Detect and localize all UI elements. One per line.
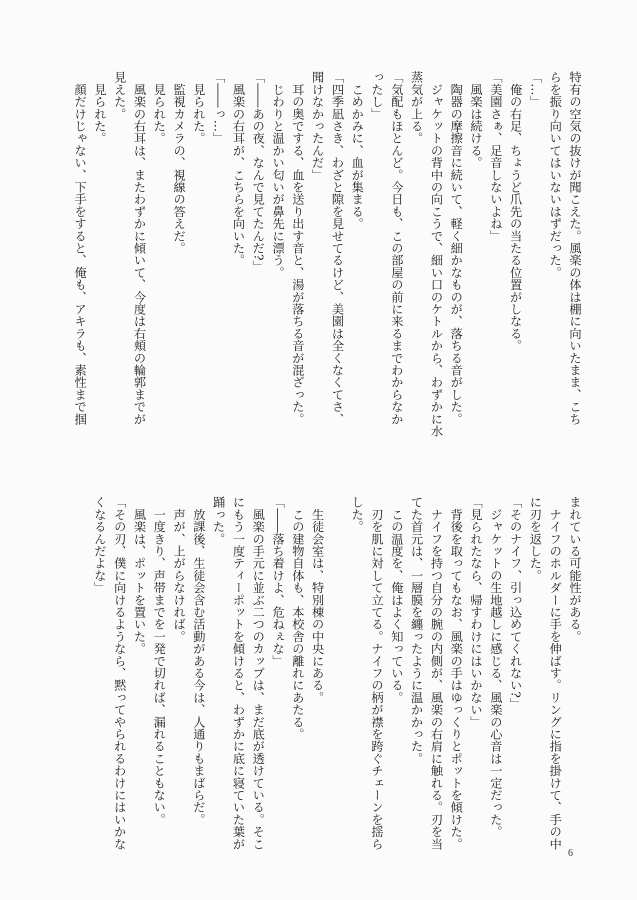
- text-line: ナイフを持つ自分の腕の内側が、風楽の右肩に触れる。刃を当: [429, 496, 444, 850]
- text-line: 「その刃、僕に向けるようなら、黙ってやられるわけにはいかな: [112, 496, 127, 850]
- text-line: 放課後、生徒会含む活動がある今は、人通りもまばらだ。: [191, 496, 206, 826]
- text-line: 蒸気が上る。: [409, 71, 424, 145]
- text-line: 刃を肌に対して立てる。ナイフの柄が襟を跨ぐチェーンを揺ら: [370, 496, 385, 850]
- text-line: [327, 496, 347, 880]
- text-line: 一度きり、声帯までを一発で切れば、漏れることもない。: [152, 496, 167, 826]
- text-line: まれている可能性がある。: [568, 496, 582, 643]
- text-line: らを振り向いてはいないはずだった。: [548, 71, 563, 279]
- text-line: 「――落ち着けよ、危ねぇな」: [271, 496, 286, 667]
- lower-text-block: [92, 496, 584, 880]
- text-line: 顔だけじゃない、下手をすると、俺も、アキラも、素性まで掴: [73, 71, 88, 425]
- text-line: 聞けなかったんだ」: [310, 71, 325, 181]
- text-line: 監視カメラの、視線の答えだ。: [172, 71, 187, 254]
- text-line: くなるんだよな」: [92, 496, 107, 594]
- text-line: ジャケットの背中の向こうで、細い口のケトルから、わずかに水: [429, 71, 444, 437]
- text-line: 踊った。: [211, 496, 226, 545]
- text-line: ったし」: [370, 71, 385, 120]
- text-line: に刃を返した。: [528, 496, 543, 582]
- text-line: てた首元は、一層膜を纏ったように温かかった。: [409, 496, 424, 765]
- text-line: この温度を、俺はよく知っている。: [389, 496, 404, 704]
- text-line: 風楽の右耳が、こちらを向いた。: [231, 71, 246, 267]
- text-line: 見られた。: [152, 71, 167, 145]
- text-line: 「美園さぁ、足音しないよね」: [488, 71, 503, 242]
- text-line: 「四季凪さき、わざと隙を見せてるけど、美園は全くなくてさ、: [330, 71, 345, 425]
- text-line: した。: [350, 496, 365, 533]
- text-line: ジャケットの生地越しに感じる、風楽の心音は一定だった。: [488, 496, 503, 838]
- text-line: 「――あの夜、なんで見てたんだ?」: [251, 71, 266, 273]
- text-line: 風楽は、ポットを置いた。: [132, 496, 147, 655]
- text-line: 背後を取ってもなお、風楽の手はゆっくりとポットを傾けた。: [449, 496, 464, 850]
- text-line: じわりと温かい匂いが鼻先に漂う。: [271, 71, 286, 279]
- text-line: 特有の空気の抜けが聞こえた。風楽の体は棚に向いたまま、こち: [568, 71, 582, 425]
- text-line: 陶器の摩擦音に続いて、軽く細かなものが、落ちる音がした。: [449, 71, 464, 425]
- text-line: にもう一度ティーポットを傾けると、わずかに底に寝ていた葉が: [231, 496, 246, 850]
- text-line: この建物自体も、本校舎の離れにあたる。: [290, 496, 305, 740]
- text-line: 風楽の手元に並ぶ二つのカップは、まだ底が透けている。そこ: [251, 496, 266, 850]
- page-number: 6: [568, 848, 573, 859]
- upper-text-block: [54, 71, 584, 455]
- text-line: こめかみに、血が集まる。: [350, 71, 365, 230]
- text-line: 「見られたなら、帰すわけにはいかない」: [469, 496, 484, 728]
- text-line: 耳の奥でする、血を送り出す音と、湯が落ちる音が混ざった。: [290, 71, 305, 425]
- text-line: 「…」: [528, 71, 543, 108]
- text-line: 声が、上がらなければ。: [172, 496, 187, 643]
- text-line: 見えた。: [112, 71, 127, 120]
- text-line: 風楽は続ける。: [469, 71, 484, 169]
- text-line: 生徒会室は、特別棟の中央にある。: [310, 496, 325, 704]
- text-line: 俺の右足、ちょうど爪先の当たる位置がしなる。: [508, 71, 523, 352]
- text-line: 見られた。: [92, 71, 107, 145]
- text-line: 「気配もほとんど。今日も、この部屋の前に来るまでわからなか: [389, 71, 404, 425]
- text-line: 「そのナイフ、引っ込めてくれない?」: [508, 496, 523, 710]
- text-line: 見られた。: [191, 71, 206, 145]
- text-line: 風楽の右耳は、またわずかに傾いて、今度は右頬の輪郭までが: [132, 71, 147, 425]
- text-line: 「――っ…」: [211, 71, 226, 145]
- text-line: ナイフのホルダーに手を伸ばす。リングに指を掛けて、手の中: [548, 496, 563, 850]
